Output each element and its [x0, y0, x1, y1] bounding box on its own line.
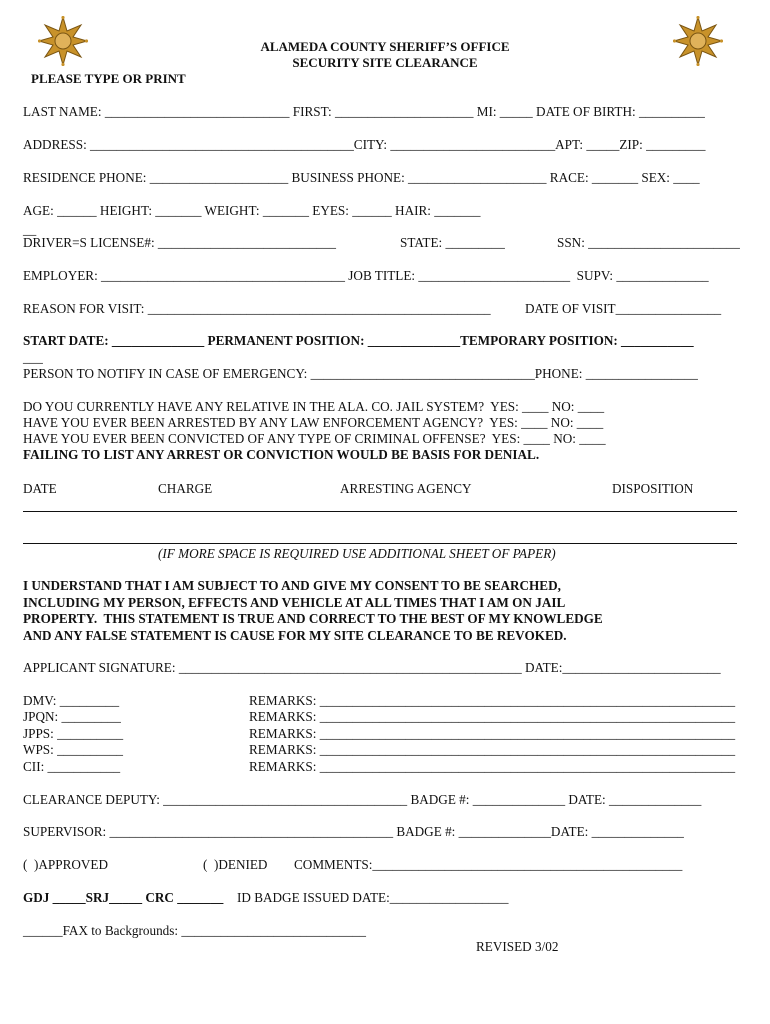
consent-line-2: INCLUDING MY PERSON, EFFECTS AND VEHICLE AT ALL TIMES THAT I AM ON JAIL: [23, 595, 566, 610]
wps-field[interactable]: WPS: __________: [23, 742, 124, 757]
cii-field[interactable]: CII: ___________: [23, 759, 121, 774]
jpps-field[interactable]: JPPS: __________: [23, 726, 124, 741]
employer-line[interactable]: EMPLOYER: _____________________________________ JOB TITLE: _______________________ SUPV: ______________: [23, 268, 709, 283]
col-header-arresting-agency: ARRESTING AGENCY: [340, 481, 472, 496]
reason-for-visit-field[interactable]: REASON FOR VISIT: ____________________________________________________: [23, 301, 491, 316]
drivers-license-field[interactable]: DRIVER=S LICENSE#: ___________________________: [23, 235, 336, 250]
state-field[interactable]: STATE: _________: [400, 235, 505, 250]
physical-description-line[interactable]: AGE: ______ HEIGHT: _______ WEIGHT: _______ EYES: ______ HAIR: _______: [23, 203, 481, 218]
supervisor-line[interactable]: SUPERVISOR: ___________________________________________ BADGE #: ______________DATE: ______________: [23, 824, 684, 839]
consent-line-3: PROPERTY. THIS STATEMENT IS TRUE AND CORRECT TO THE BEST OF MY KNOWLEDGE: [23, 611, 603, 626]
ssn-field[interactable]: SSN: _______________________: [557, 235, 740, 250]
jpqn-field[interactable]: JPQN: _________: [23, 709, 121, 724]
more-space-note: (IF MORE SPACE IS REQUIRED USE ADDITIONAL SHEET OF PAPER): [158, 546, 556, 561]
question-convicted[interactable]: HAVE YOU EVER BEEN CONVICTED OF ANY TYPE OF CRIMINAL OFFENSE? YES: ____ NO: ____: [23, 431, 606, 446]
arrest-entry-line-1[interactable]: [23, 511, 737, 512]
remarks-field-4[interactable]: REMARKS: _______________________________________________________________: [249, 742, 736, 757]
remarks-field-1[interactable]: REMARKS: _______________________________________________________________: [249, 693, 736, 708]
clearance-deputy-line[interactable]: CLEARANCE DEPUTY: _____________________________________ BADGE #: ______________ DATE: ______________: [23, 792, 702, 807]
consent-line-4: AND ANY FALSE STATEMENT IS CAUSE FOR MY SITE CLEARANCE TO BE REVOKED.: [23, 628, 567, 643]
facility-fields[interactable]: GDJ _____SRJ_____ CRC _______: [23, 890, 224, 905]
remarks-field-5[interactable]: REMARKS: _______________________________________________________________: [249, 759, 736, 774]
revision-date: REVISED 3/02: [476, 939, 559, 954]
name-line[interactable]: LAST NAME: ____________________________ FIRST: _____________________ MI: _____ DATE OF BIRTH: __________: [23, 104, 705, 119]
position-line[interactable]: START DATE: ______________ PERMANENT POSITION: ______________TEMPORARY POSITION: ___________: [23, 333, 694, 348]
denial-warning: FAILING TO LIST ANY ARREST OR CONVICTION WOULD BE BASIS FOR DENIAL.: [23, 447, 540, 462]
stray-underscore: __: [23, 222, 37, 237]
dmv-field[interactable]: DMV: _________: [23, 693, 120, 708]
remarks-field-2[interactable]: REMARKS: _______________________________________________________________: [249, 709, 736, 724]
question-relative[interactable]: DO YOU CURRENTLY HAVE ANY RELATIVE IN THE ALA. CO. JAIL SYSTEM? YES: ____ NO: ____: [23, 399, 605, 414]
col-header-date: DATE: [23, 481, 57, 496]
date-of-visit-field[interactable]: DATE OF VISIT________________: [525, 301, 722, 316]
col-header-charge: CHARGE: [158, 481, 213, 496]
question-arrested[interactable]: HAVE YOU EVER BEEN ARRESTED BY ANY LAW ENFORCEMENT AGENCY? YES: ____ NO: ____: [23, 415, 604, 430]
col-header-disposition: DISPOSITION: [612, 481, 694, 496]
arrest-entry-line-2[interactable]: [23, 543, 737, 544]
office-name: ALAMEDA COUNTY SHERIFF’S OFFICE: [260, 39, 510, 54]
emergency-contact-line[interactable]: PERSON TO NOTIFY IN CASE OF EMERGENCY: __________________________________PHONE: _________________: [23, 366, 698, 381]
id-badge-issued-date-field[interactable]: ID BADGE ISSUED DATE:__________________: [237, 890, 509, 905]
applicant-signature-line[interactable]: APPLICANT SIGNATURE: ____________________________________________________ DATE:________________________: [23, 660, 721, 675]
address-line[interactable]: ADDRESS: ________________________________________CITY: _________________________APT: _____ZIP: _________: [23, 137, 706, 152]
approved-checkbox[interactable]: ( )APPROVED: [23, 857, 108, 872]
comments-field[interactable]: COMMENTS:_______________________________________________: [294, 857, 683, 872]
remarks-field-3[interactable]: REMARKS: _______________________________________________________________: [249, 726, 736, 741]
consent-line-1: I UNDERSTAND THAT I AM SUBJECT TO AND GIVE MY CONSENT TO BE SEARCHED,: [23, 578, 561, 593]
stray-underscore-2: ___: [23, 350, 43, 365]
type-or-print-instruction: PLEASE TYPE OR PRINT: [31, 71, 186, 86]
denied-checkbox[interactable]: ( )DENIED: [203, 857, 268, 872]
phone-line[interactable]: RESIDENCE PHONE: _____________________ BUSINESS PHONE: _____________________ RACE: _______ SEX: ____: [23, 170, 700, 185]
form-title: SECURITY SITE CLEARANCE: [292, 55, 478, 70]
fax-to-backgrounds-field[interactable]: ______FAX to Backgrounds: ____________________________: [23, 923, 366, 938]
